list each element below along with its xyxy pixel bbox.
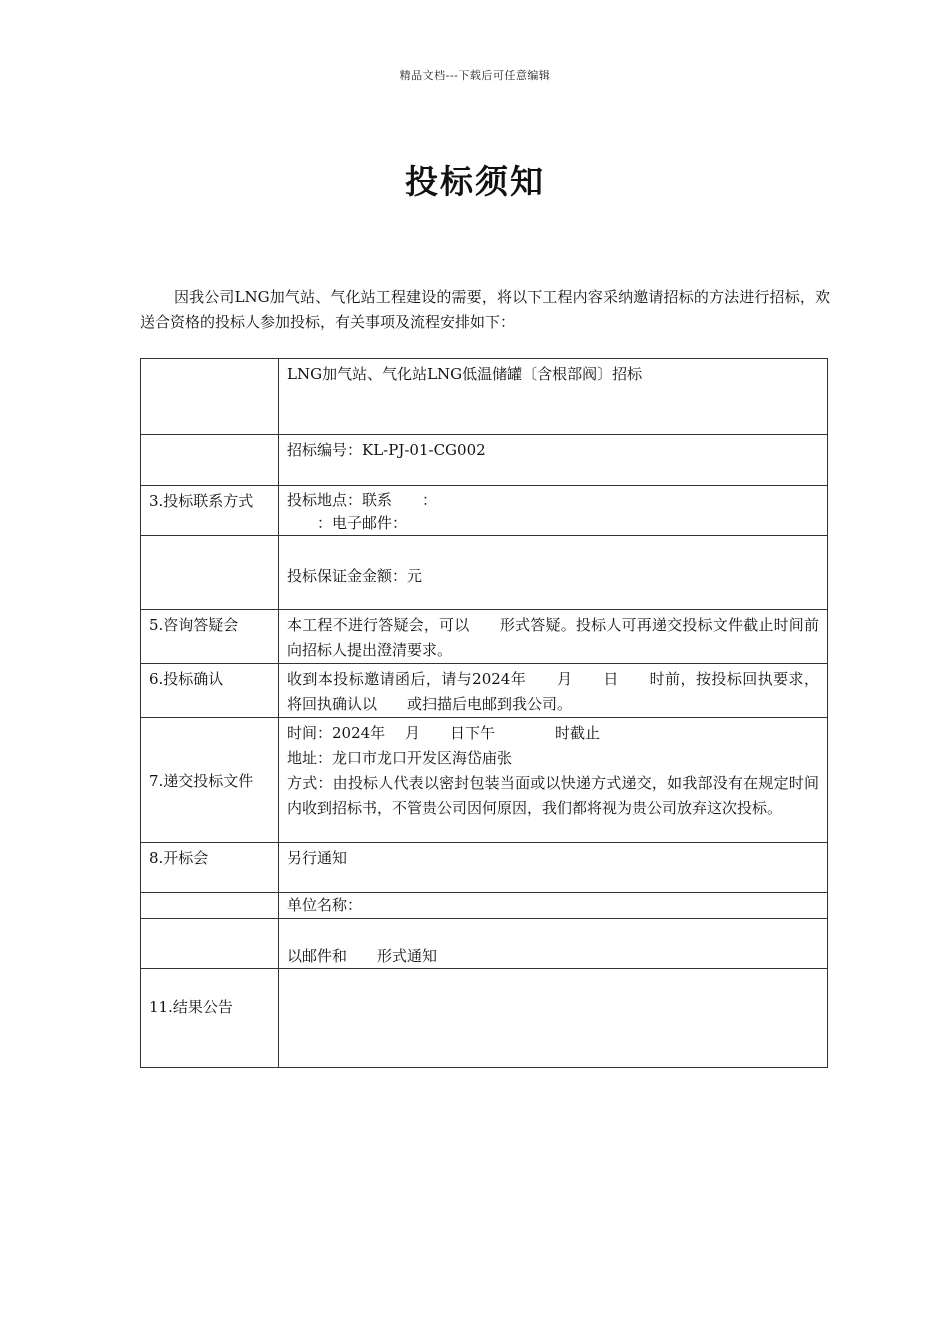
row-text: 时间：2024年 月 日下午 时截止 — [287, 724, 600, 742]
table-row-6 — [141, 664, 828, 718]
row-label: 11.结果公告 — [141, 969, 279, 1068]
row-label — [141, 893, 279, 919]
row-text: LNG加气站、气化站LNG低温储罐〔含根部阀〕招标 — [287, 365, 643, 383]
row-text: 投标地点：联系 ： — [287, 491, 438, 509]
row-text: 另行通知 — [287, 849, 348, 867]
row-value — [279, 919, 828, 969]
intro-paragraph: 因我公司LNG加气站、气化站工程建设的需要，将以下工程内容采纳邀请招标的方法进行招标，欢送合资格的投标人参加投标，有关事项及流程安排如下： — [140, 288, 830, 331]
row-value — [279, 893, 828, 919]
row-label — [141, 435, 279, 486]
row-label: 6.投标确认 — [141, 664, 279, 718]
row-text — [287, 539, 819, 564]
row-label — [141, 536, 279, 610]
row-value — [279, 359, 828, 435]
row-text: 单位名称： — [287, 896, 363, 914]
row-label: 7.递交投标文件 — [141, 718, 279, 843]
table-row-5 — [141, 610, 828, 664]
row-label — [141, 919, 279, 969]
row-text: ：电子邮件： — [287, 514, 408, 532]
row-value — [279, 718, 828, 843]
row-text: 收到本投标邀请函后，请与2024年 月 日 时前，按投标回执要求，将回执确认以 或扫描后电邮到我公司。 — [287, 670, 819, 713]
row-text: 本工程不进行答疑会，可以 形式答疑。投标人可再递交投标文件截止时间前向招标人提出澄清要求。 — [287, 616, 819, 659]
row-label: 8.开标会 — [141, 843, 279, 893]
table-row-9 — [141, 893, 828, 919]
table-row-7 — [141, 718, 828, 843]
row-label — [141, 359, 279, 435]
page-title: 投标须知 — [405, 162, 545, 201]
row-value — [279, 536, 828, 610]
row-label: 5.咨询答疑会 — [141, 610, 279, 664]
table-row-8 — [141, 843, 828, 893]
row-text: 地址：龙口市龙口开发区海岱庙张 — [287, 749, 513, 767]
table-row-4 — [141, 536, 828, 610]
row-text: 以邮件和 形式通知 — [287, 947, 438, 965]
row-value — [279, 843, 828, 893]
header-note: 精品文档---下载后可任意编辑 — [399, 69, 551, 82]
row-label: 3.投标联系方式 — [141, 486, 279, 536]
table-row-10 — [141, 919, 828, 969]
row-value — [279, 664, 828, 718]
tender-info-table — [140, 358, 828, 1068]
row-text: 方式：由投标人代表以密封包装当面或以快递方式递交，如我部没有在规定时间内收到招标书，不管贵公司因何原因，我们都将视为贵公司放弃这次投标。 — [287, 774, 819, 817]
row-value — [279, 486, 828, 536]
table-row-1 — [141, 359, 828, 435]
row-value — [279, 435, 828, 486]
table-row-3 — [141, 486, 828, 536]
row-value — [279, 610, 828, 664]
row-value — [279, 969, 828, 1068]
row-text: 投标保证金金额：元 — [287, 567, 423, 585]
row-text: 招标编号：KL-PJ-01-CG002 — [287, 441, 486, 459]
table-row-2 — [141, 435, 828, 486]
table-row-11 — [141, 969, 828, 1068]
row-text — [287, 922, 819, 945]
